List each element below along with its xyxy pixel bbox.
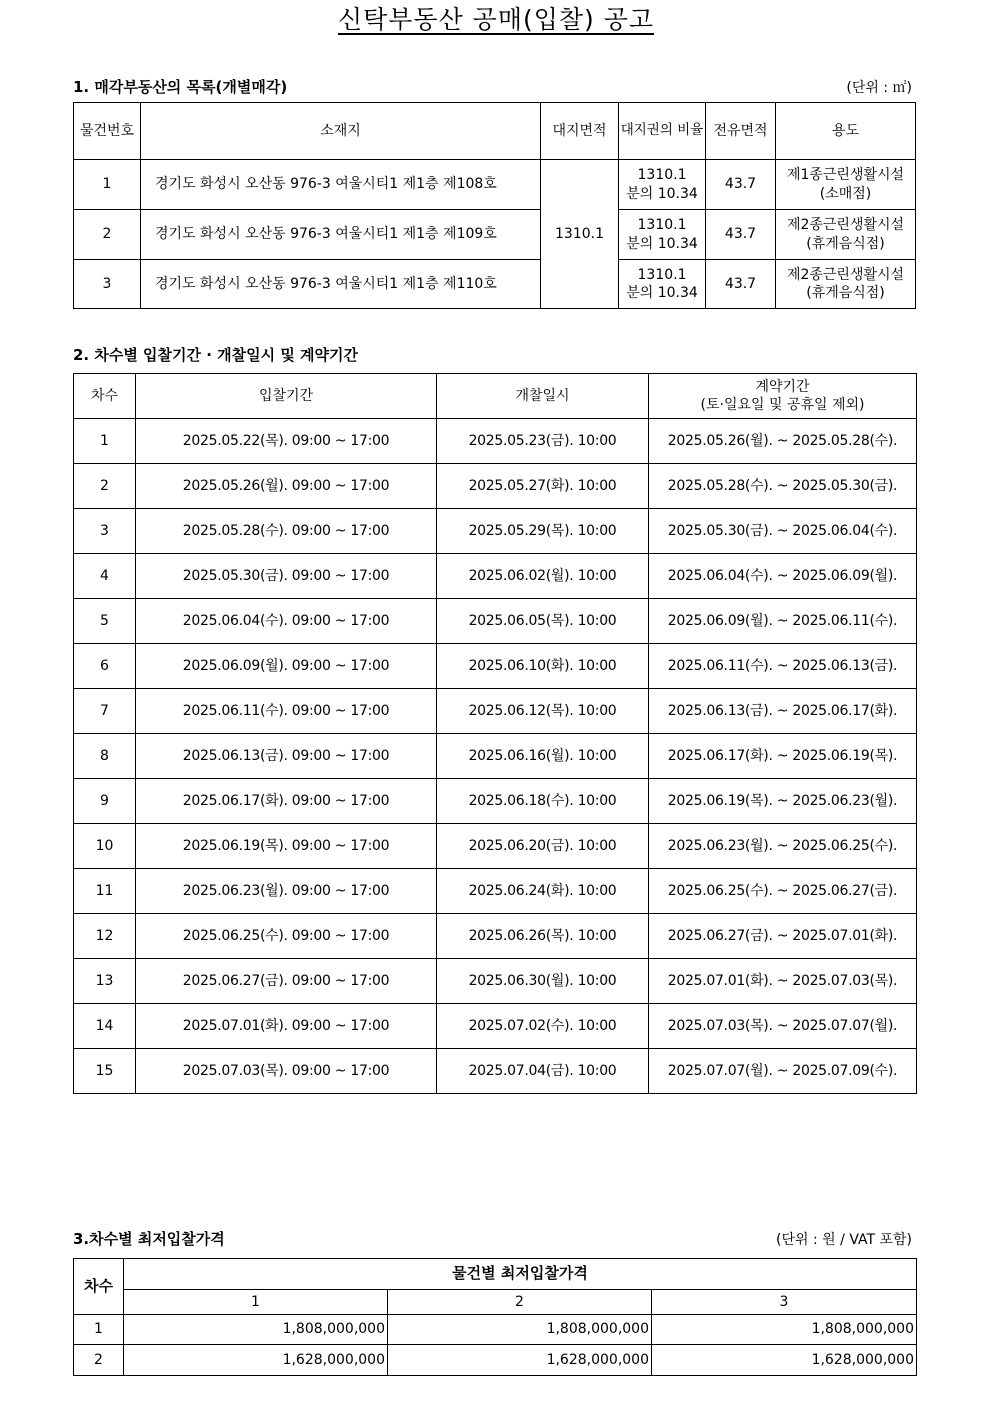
bid-period: 2025.05.28(수). 09:00 ~ 17:00: [136, 509, 437, 554]
item-number: 1: [74, 160, 141, 210]
contract-period: 2025.06.17(화). ~ 2025.06.19(목).: [649, 734, 917, 779]
header-cell: 대지권의 비율: [619, 103, 706, 160]
usage-type: 제1종근린생활시설: [786, 167, 905, 184]
round-number: 14: [74, 1004, 136, 1049]
bid-period: 2025.06.23(월). 09:00 ~ 17:00: [136, 869, 437, 914]
table-subheader-row: [74, 1290, 917, 1315]
round-number: 4: [74, 554, 136, 599]
section2-heading: 2. 차수별 입찰기간 · 개찰일시 및 계약기간: [73, 346, 359, 364]
bid-period: 2025.06.04(수). 09:00 ~ 17:00: [136, 599, 437, 644]
opening-datetime: 2025.06.12(목). 10:00: [437, 689, 649, 734]
price-cell: 1,628,000,000: [388, 1345, 652, 1376]
header-contract-title: 계약기간: [755, 378, 810, 395]
ratio-total: 1310.1: [637, 217, 687, 234]
round-number: 6: [74, 644, 136, 689]
table-row: [74, 779, 917, 824]
item-address: 경기도 화성시 오산동 976-3 여울시티1 제1층 제109호: [141, 210, 541, 260]
opening-datetime: 2025.07.04(금). 10:00: [437, 1049, 649, 1094]
ratio-total: 1310.1: [637, 266, 687, 283]
contract-period: 2025.07.03(목). ~ 2025.07.07(월).: [649, 1004, 917, 1049]
usage: [776, 260, 916, 309]
header-contract: [649, 374, 917, 419]
property-list-table: [73, 102, 916, 309]
contract-period: 2025.06.23(월). ~ 2025.06.25(수).: [649, 824, 917, 869]
header-cell: 소재지: [141, 103, 541, 160]
header-cell: 대지면적: [541, 103, 619, 160]
round-number: 1: [74, 419, 136, 464]
table-row: [74, 509, 917, 554]
table-header-row: [74, 1259, 917, 1290]
header-cell: 전유면적: [706, 103, 776, 160]
header-bid-period: 입찰기간: [136, 374, 437, 419]
contract-period: 2025.06.13(금). ~ 2025.06.17(화).: [649, 689, 917, 734]
item-number: 3: [74, 260, 141, 309]
usage-detail: (휴게음식점): [806, 235, 885, 252]
contract-period: 2025.07.01(화). ~ 2025.07.03(목).: [649, 959, 917, 1004]
round-number: 10: [74, 824, 136, 869]
table-row: [74, 464, 917, 509]
min-price-table: [73, 1258, 917, 1376]
contract-period: 2025.06.25(수). ~ 2025.06.27(금).: [649, 869, 917, 914]
contract-period: 2025.05.26(월). ~ 2025.05.28(수).: [649, 419, 917, 464]
opening-datetime: 2025.06.02(월). 10:00: [437, 554, 649, 599]
usage: [776, 160, 916, 210]
section3-unit: (단위 : 원 / VAT 포함): [776, 1232, 912, 1248]
table-row: [74, 914, 917, 959]
ratio-share: 분의 10.34: [626, 235, 698, 252]
round-number: 9: [74, 779, 136, 824]
bid-period: 2025.06.09(월). 09:00 ~ 17:00: [136, 644, 437, 689]
land-area: 1310.1: [541, 160, 619, 309]
opening-datetime: 2025.05.23(금). 10:00: [437, 419, 649, 464]
header-cell: 물건번호: [74, 103, 141, 160]
price-cell: 1,808,000,000: [388, 1315, 652, 1345]
item-header: 1: [124, 1290, 388, 1315]
table-row: [74, 554, 917, 599]
bid-period: 2025.06.11(수). 09:00 ~ 17:00: [136, 689, 437, 734]
round-number: 11: [74, 869, 136, 914]
exclusive-area: 43.7: [706, 260, 776, 309]
schedule-table: [73, 373, 917, 1094]
contract-period: 2025.06.04(수). ~ 2025.06.09(월).: [649, 554, 917, 599]
round-number: 2: [74, 464, 136, 509]
header-cell: 용도: [776, 103, 916, 160]
header-round: 차수: [74, 374, 136, 419]
table-row: [74, 160, 916, 210]
opening-datetime: 2025.06.30(월). 10:00: [437, 959, 649, 1004]
contract-period: 2025.06.19(목). ~ 2025.06.23(월).: [649, 779, 917, 824]
table-row: [74, 1315, 917, 1345]
bid-period: 2025.06.13(금). 09:00 ~ 17:00: [136, 734, 437, 779]
item-header: 2: [388, 1290, 652, 1315]
table-row: [74, 1049, 917, 1094]
bid-period: 2025.06.17(화). 09:00 ~ 17:00: [136, 779, 437, 824]
schedule-body: [74, 419, 917, 1094]
usage-detail: (휴게음식점): [806, 285, 885, 301]
round-number: 5: [74, 599, 136, 644]
round-number: 15: [74, 1049, 136, 1094]
opening-datetime: 2025.06.05(목). 10:00: [437, 599, 649, 644]
header-contract-note: (토·일요일 및 공휴일 제외): [700, 397, 865, 413]
opening-datetime: 2025.06.20(금). 10:00: [437, 824, 649, 869]
round-number: 3: [74, 509, 136, 554]
price-cell: 1,628,000,000: [124, 1345, 388, 1376]
opening-datetime: 2025.06.24(화). 10:00: [437, 869, 649, 914]
table-row: [74, 689, 917, 734]
opening-datetime: 2025.06.10(화). 10:00: [437, 644, 649, 689]
table-row: [74, 210, 916, 260]
table-row: [74, 260, 916, 309]
table-row: [74, 1345, 917, 1376]
table-row: [74, 869, 917, 914]
contract-period: 2025.05.28(수). ~ 2025.05.30(금).: [649, 464, 917, 509]
round-number: 1: [74, 1315, 124, 1345]
round-number: 7: [74, 689, 136, 734]
table-row: [74, 824, 917, 869]
table-row: [74, 644, 917, 689]
table-header-row: [74, 374, 917, 419]
table-row: [74, 959, 917, 1004]
bid-period: 2025.05.26(월). 09:00 ~ 17:00: [136, 464, 437, 509]
round-number: 12: [74, 914, 136, 959]
land-ratio: [619, 210, 706, 260]
bid-period: 2025.06.19(목). 09:00 ~ 17:00: [136, 824, 437, 869]
bid-period: 2025.06.25(수). 09:00 ~ 17:00: [136, 914, 437, 959]
exclusive-area: 43.7: [706, 160, 776, 210]
round-number: 2: [74, 1345, 124, 1376]
ratio-share: 분의 10.34: [626, 185, 698, 202]
round-number: 8: [74, 734, 136, 779]
table-row: [74, 1004, 917, 1049]
contract-period: 2025.05.30(금). ~ 2025.06.04(수).: [649, 509, 917, 554]
header-opening: 개찰일시: [437, 374, 649, 419]
usage-type: 제2종근린생활시설: [786, 266, 905, 283]
price-cell: 1,808,000,000: [652, 1315, 917, 1345]
land-ratio: [619, 160, 706, 210]
bid-period: 2025.05.30(금). 09:00 ~ 17:00: [136, 554, 437, 599]
bid-period: 2025.06.27(금). 09:00 ~ 17:00: [136, 959, 437, 1004]
header-round: 차수: [74, 1259, 124, 1315]
opening-datetime: 2025.05.29(목). 10:00: [437, 509, 649, 554]
bid-period: 2025.07.01(화). 09:00 ~ 17:00: [136, 1004, 437, 1049]
page-title: 신탁부동산 공매(입찰) 공고: [337, 5, 655, 34]
exclusive-area: 43.7: [706, 210, 776, 260]
ratio-total: 1310.1: [637, 167, 687, 184]
ratio-share: 분의 10.34: [626, 285, 698, 301]
contract-period: 2025.06.27(금). ~ 2025.07.01(화).: [649, 914, 917, 959]
opening-datetime: 2025.06.16(월). 10:00: [437, 734, 649, 779]
header-group: 물건별 최저입찰가격: [124, 1259, 917, 1290]
contract-period: 2025.07.07(월). ~ 2025.07.09(수).: [649, 1049, 917, 1094]
item-header: 3: [652, 1290, 917, 1315]
contract-period: 2025.06.09(월). ~ 2025.06.11(수).: [649, 599, 917, 644]
price-cell: 1,628,000,000: [652, 1345, 917, 1376]
opening-datetime: 2025.05.27(화). 10:00: [437, 464, 649, 509]
usage-detail: (소매점): [819, 185, 872, 202]
bid-period: 2025.07.03(목). 09:00 ~ 17:00: [136, 1049, 437, 1094]
opening-datetime: 2025.06.18(수). 10:00: [437, 779, 649, 824]
section1-heading: 1. 매각부동산의 목록(개별매각): [73, 78, 288, 96]
round-number: 13: [74, 959, 136, 1004]
table-row: [74, 419, 917, 464]
section3-heading: 3.차수별 최저입찰가격: [73, 1230, 225, 1248]
opening-datetime: 2025.07.02(수). 10:00: [437, 1004, 649, 1049]
price-cell: 1,808,000,000: [124, 1315, 388, 1345]
bid-period: 2025.05.22(목). 09:00 ~ 17:00: [136, 419, 437, 464]
land-ratio: [619, 260, 706, 309]
item-address: 경기도 화성시 오산동 976-3 여울시티1 제1층 제110호: [141, 260, 541, 309]
usage-type: 제2종근린생활시설: [786, 217, 905, 234]
usage: [776, 210, 916, 260]
section1-unit: (단위 : ㎡): [846, 80, 912, 96]
table-row: [74, 734, 917, 779]
table-row: [74, 599, 917, 644]
item-address: 경기도 화성시 오산동 976-3 여울시티1 제1층 제108호: [141, 160, 541, 210]
opening-datetime: 2025.06.26(목). 10:00: [437, 914, 649, 959]
item-number: 2: [74, 210, 141, 260]
table-header-row: [74, 103, 916, 160]
contract-period: 2025.06.11(수). ~ 2025.06.13(금).: [649, 644, 917, 689]
